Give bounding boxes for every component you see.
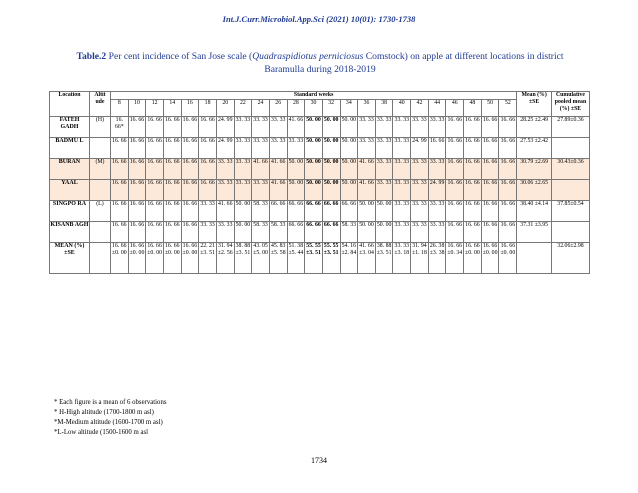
value-cell: 33. 33 [234, 138, 252, 159]
week-header-cell: 44 [428, 100, 446, 117]
value-cell: 16. 66 [499, 201, 517, 222]
value-cell: 50. 00 [322, 159, 340, 180]
week-header-cell: 10 [128, 100, 146, 117]
week-header-cell: 28 [287, 100, 305, 117]
value-cell: 51. 38 ±5. 44 [287, 243, 305, 274]
value-cell: 22. 21 ±3. 51 [199, 243, 217, 274]
value-cell: 16. 66 [163, 159, 181, 180]
footnote: *L-Low altitude (1500-1600 m asl [54, 429, 149, 436]
value-cell: 33. 33 [252, 180, 270, 201]
value-cell: 16. 66 [199, 180, 217, 201]
header-location: Location [50, 92, 90, 117]
table-row [50, 117, 590, 138]
week-header-cell: 14 [163, 100, 181, 117]
week-header-cell: 12 [146, 100, 164, 117]
value-cell: 16. 66 [181, 201, 199, 222]
value-cell: 33. 33 [269, 117, 287, 138]
value-cell: 58. 33 [340, 222, 358, 243]
value-cell: 16. 66 [128, 138, 146, 159]
value-cell: 50. 00 [234, 201, 252, 222]
value-cell: 16. 66 ±0. 00 [110, 243, 128, 274]
week-header-cell: 20 [216, 100, 234, 117]
value-cell: 16. 66 [128, 222, 146, 243]
value-cell: 16. 66 ±0. 00 [163, 243, 181, 274]
value-cell: 16. 66 [128, 180, 146, 201]
value-cell: 33. 33 [269, 138, 287, 159]
value-cell: 16. 66 [128, 159, 146, 180]
value-cell: 16. 66 ±0. 00 [146, 243, 164, 274]
week-header-cell: 24 [252, 100, 270, 117]
value-cell: 16. 66 [181, 138, 199, 159]
value-cell: 16. 66 [146, 117, 164, 138]
value-cell: 55. 55 ±3. 51 [322, 243, 340, 274]
value-cell: 50. 00 [358, 201, 376, 222]
value-cell: 41. 66 [358, 180, 376, 201]
value-cell: 38. 88 ±3. 51 [234, 243, 252, 274]
value-cell: 38. 88 ±3. 51 [375, 243, 393, 274]
value-cell: 16. 66 [110, 180, 128, 201]
value-cell: 16. 66 [446, 222, 464, 243]
value-cell: 16. 66 ±0. 00 [181, 243, 199, 274]
value-cell: 50. 00 [322, 180, 340, 201]
footnote: * Each figure is a mean of 6 observations [54, 399, 167, 406]
value-cell: 16. 66 [110, 138, 128, 159]
value-cell: 16. 66 ±0. 00 [499, 243, 517, 274]
value-cell: 33. 33 [393, 180, 411, 201]
value-cell: 33. 33 [428, 159, 446, 180]
footnotes [54, 398, 167, 438]
altitude-cell: (M) [89, 159, 110, 180]
value-cell: 16. 66 [146, 180, 164, 201]
value-cell: 33. 33 [428, 222, 446, 243]
value-cell: 16. 66 [464, 117, 482, 138]
value-cell: 16. 66 [481, 222, 499, 243]
value-cell: 33. 33 [287, 138, 305, 159]
value-cell: 16. 66 [163, 138, 181, 159]
week-header-cell: 26 [269, 100, 287, 117]
value-cell: 24. 99 [411, 138, 429, 159]
value-cell: 16. 66 [110, 201, 128, 222]
value-cell: 33. 33 [358, 138, 376, 159]
location-cell: KISANB AGH [50, 222, 90, 243]
value-cell: 33. 33 [216, 180, 234, 201]
value-cell: 24. 99 [216, 117, 234, 138]
value-cell: 41. 66 ±3. 04 [358, 243, 376, 274]
value-cell: 55. 55 ±3. 51 [305, 243, 323, 274]
value-cell: 50. 00 [358, 222, 376, 243]
cumulative-cell: 30.43±0.36 [551, 159, 589, 180]
week-header-cell: 32 [322, 100, 340, 117]
mean-cell [517, 243, 552, 274]
value-cell: 66. 66 [305, 222, 323, 243]
value-cell: 50. 00 [375, 201, 393, 222]
week-header-cell: 30 [305, 100, 323, 117]
table-row [50, 222, 590, 243]
altitude-cell [89, 138, 110, 159]
value-cell: 16. 66 [181, 117, 199, 138]
value-cell: 41. 66 [269, 180, 287, 201]
value-cell: 50. 00 [340, 180, 358, 201]
value-cell: 33. 33 [375, 117, 393, 138]
value-cell: 33. 33 [428, 201, 446, 222]
location-cell: MEAN (%) ±SE [50, 243, 90, 274]
value-cell: 16. 66 [163, 222, 181, 243]
page-number: 1734 [311, 456, 327, 465]
value-cell: 16. 66 [146, 159, 164, 180]
location-cell: BURAN [50, 159, 90, 180]
value-cell: 16. 66 [464, 180, 482, 201]
value-cell: 16. 66 [199, 159, 217, 180]
header-standard-weeks: Standard weeks [110, 92, 516, 100]
cumulative-cell: 32.06±2.98 [551, 243, 589, 274]
altitude-cell [89, 222, 110, 243]
week-header-cell: 46 [446, 100, 464, 117]
value-cell: 50. 00 [340, 117, 358, 138]
altitude-cell [89, 180, 110, 201]
value-cell: 16. 66 [481, 117, 499, 138]
value-cell: 50. 00 [287, 180, 305, 201]
week-header-cell: 48 [464, 100, 482, 117]
value-cell: 33. 33 [393, 222, 411, 243]
value-cell: 16. 66 [110, 159, 128, 180]
altitude-cell [89, 243, 110, 274]
value-cell: 16. 66 [499, 222, 517, 243]
value-cell: 50. 00 [375, 222, 393, 243]
cumulative-cell: 27.89±0.36 [551, 117, 589, 138]
value-cell: 16. 66 [428, 138, 446, 159]
value-cell: 16. 66 [499, 138, 517, 159]
value-cell: 33. 33 [252, 138, 270, 159]
week-header-cell: 52 [499, 100, 517, 117]
value-cell: 16. 66 [499, 180, 517, 201]
table-row [50, 201, 590, 222]
week-header-cell: 8 [110, 100, 128, 117]
value-cell: 58. 33 [252, 222, 270, 243]
value-cell: 50. 00 [305, 138, 323, 159]
value-cell: 33. 33 [199, 222, 217, 243]
value-cell: 16. 66 [163, 117, 181, 138]
location-cell: FATEH GADH [50, 117, 90, 138]
value-cell: 66. 66 [287, 201, 305, 222]
value-cell: 33. 33 [411, 117, 429, 138]
value-cell: 31. 94 ±1. 18 [411, 243, 429, 274]
cumulative-cell [551, 180, 589, 201]
location-cell: BADMU L [50, 138, 90, 159]
mean-cell: 30.79 ±2.69 [517, 159, 552, 180]
value-cell: 50. 00 [305, 159, 323, 180]
value-cell: 50. 00 [305, 180, 323, 201]
value-cell: 16. 66 [499, 159, 517, 180]
caption-species: Quadraspidiotus perniciosus [252, 51, 364, 62]
value-cell: 33. 33 [216, 159, 234, 180]
caption-text-after: Comstock) on apple at different locations in district Baramulla during 2018-2019 [264, 51, 564, 75]
value-cell: 33. 33 [216, 222, 234, 243]
value-cell: 66. 66 [269, 201, 287, 222]
value-cell: 16. 66 [464, 222, 482, 243]
value-cell: 33. 33 ±3. 18 [393, 243, 411, 274]
value-cell: 16. 66 [446, 201, 464, 222]
incidence-table-container [49, 91, 590, 274]
value-cell: 16. 66 [481, 138, 499, 159]
value-cell: 16. 66 [163, 201, 181, 222]
value-cell: 16. 66 [110, 222, 128, 243]
caption-text-before: Per cent incidence of San Jose scale ( [106, 51, 253, 62]
value-cell: 66. 66 [322, 201, 340, 222]
table-caption [70, 50, 570, 76]
value-cell: 33. 33 [375, 138, 393, 159]
value-cell: 16. 66 ±0. 00 [481, 243, 499, 274]
value-cell: 33. 33 [428, 117, 446, 138]
value-cell: 16. 66 [446, 159, 464, 180]
value-cell: 16. 66* [110, 117, 128, 138]
value-cell: 50. 00 [305, 117, 323, 138]
altitude-cell: (L) [89, 201, 110, 222]
header-cumulative: Cumulative pooled mean (%) ±SE [551, 92, 589, 117]
table-row [50, 243, 590, 274]
week-header-cell: 22 [234, 100, 252, 117]
value-cell: 50. 00 [322, 117, 340, 138]
cumulative-cell [551, 138, 589, 159]
value-cell: 16. 66 ±0. 00 [128, 243, 146, 274]
value-cell: 16. 66 [128, 201, 146, 222]
value-cell: 58. 33 [252, 201, 270, 222]
mean-cell: 38.40 ±4.14 [517, 201, 552, 222]
value-cell: 16. 66 [163, 180, 181, 201]
value-cell: 41. 66 [269, 159, 287, 180]
value-cell: 33. 33 [411, 159, 429, 180]
value-cell: 41. 66 [358, 159, 376, 180]
value-cell: 66. 66 [322, 222, 340, 243]
value-cell: 16. 66 [181, 159, 199, 180]
week-header-cell: 36 [358, 100, 376, 117]
value-cell: 50. 00 [322, 138, 340, 159]
week-header-cell: 42 [411, 100, 429, 117]
value-cell: 33. 33 [393, 159, 411, 180]
value-cell: 24. 99 [428, 180, 446, 201]
value-cell: 16. 66 ±0. 00 [464, 243, 482, 274]
value-cell: 50. 00 [234, 222, 252, 243]
value-cell: 16. 66 [146, 222, 164, 243]
value-cell: 41. 66 [216, 201, 234, 222]
incidence-table [49, 91, 590, 274]
week-header-cell: 34 [340, 100, 358, 117]
cumulative-cell [551, 222, 589, 243]
value-cell: 16. 66 ±0. 34 [446, 243, 464, 274]
value-cell: 33. 33 [375, 159, 393, 180]
value-cell: 33. 33 [234, 180, 252, 201]
altitude-cell: (H) [89, 117, 110, 138]
value-cell: 16. 66 [128, 117, 146, 138]
value-cell: 16. 66 [499, 117, 517, 138]
table-body [50, 117, 590, 274]
table-label: Table.2 [76, 51, 107, 62]
mean-cell: 27.53 ±2.42 [517, 138, 552, 159]
value-cell: 16. 66 [446, 180, 464, 201]
value-cell: 31. 94 ±2. 56 [216, 243, 234, 274]
value-cell: 16. 66 [146, 138, 164, 159]
table-row [50, 138, 590, 159]
table-row [50, 159, 590, 180]
header-mean: Mean (%) ±SE [517, 92, 552, 117]
value-cell: 16. 66 [464, 201, 482, 222]
location-cell: YAAL [50, 180, 90, 201]
value-cell: 66. 66 [305, 201, 323, 222]
value-cell: 33. 33 [234, 117, 252, 138]
footnote: * H-High altitude (1700-1800 m asl) [54, 409, 154, 416]
value-cell: 54. 16 ±2. 84 [340, 243, 358, 274]
weeks-header-row [50, 100, 590, 117]
value-cell: 33. 33 [252, 117, 270, 138]
value-cell: 66. 66 [287, 222, 305, 243]
value-cell: 41. 66 [252, 159, 270, 180]
value-cell: 16. 66 [446, 117, 464, 138]
value-cell: 33. 33 [411, 180, 429, 201]
value-cell: 16. 66 [199, 117, 217, 138]
value-cell: 33. 33 [234, 159, 252, 180]
value-cell: 33. 33 [393, 138, 411, 159]
value-cell: 16. 66 [199, 138, 217, 159]
week-header-cell: 50 [481, 100, 499, 117]
location-cell: SINGPO RA [50, 201, 90, 222]
week-header-cell: 18 [199, 100, 217, 117]
value-cell: 45. 83 ±5. 58 [269, 243, 287, 274]
value-cell: 16. 66 [181, 180, 199, 201]
value-cell: 16. 66 [481, 201, 499, 222]
journal-header: Int.J.Curr.Microbiol.App.Sci (2021) 10(01): 1730-1738 [222, 14, 416, 24]
value-cell: 43. 05 ±5. 00 [252, 243, 270, 274]
value-cell: 33. 33 [375, 180, 393, 201]
value-cell: 50. 00 [340, 159, 358, 180]
value-cell: 24. 99 [216, 138, 234, 159]
value-cell: 41. 66 [287, 117, 305, 138]
header-altitude: Altit ude [89, 92, 110, 117]
value-cell: 33. 33 [199, 201, 217, 222]
mean-cell: 28.25 ±2.49 [517, 117, 552, 138]
table-row [50, 180, 590, 201]
value-cell: 16. 66 [481, 159, 499, 180]
value-cell: 16. 66 [464, 138, 482, 159]
value-cell: 33. 33 [358, 117, 376, 138]
mean-cell: 30.06 ±2.65 [517, 180, 552, 201]
value-cell: 16. 66 [481, 180, 499, 201]
value-cell: 33. 33 [393, 117, 411, 138]
mean-cell: 37.31 ±3.95 [517, 222, 552, 243]
value-cell: 33. 33 [411, 201, 429, 222]
value-cell: 16. 66 [181, 222, 199, 243]
value-cell: 16. 66 [146, 201, 164, 222]
value-cell: 66. 66 [340, 201, 358, 222]
value-cell: 50. 00 [340, 138, 358, 159]
week-header-cell: 16 [181, 100, 199, 117]
week-header-cell: 40 [393, 100, 411, 117]
cumulative-cell: 37.85±0.54 [551, 201, 589, 222]
week-header-cell: 38 [375, 100, 393, 117]
value-cell: 58. 33 [269, 222, 287, 243]
footnote: *M-Medium altitude (1600-1700 m asl) [54, 419, 163, 426]
value-cell: 33. 33 [411, 222, 429, 243]
value-cell: 33. 33 [393, 201, 411, 222]
value-cell: 16. 66 [446, 138, 464, 159]
value-cell: 50. 00 [287, 159, 305, 180]
value-cell: 26. 38 ±3. 38 [428, 243, 446, 274]
value-cell: 16. 66 [464, 159, 482, 180]
